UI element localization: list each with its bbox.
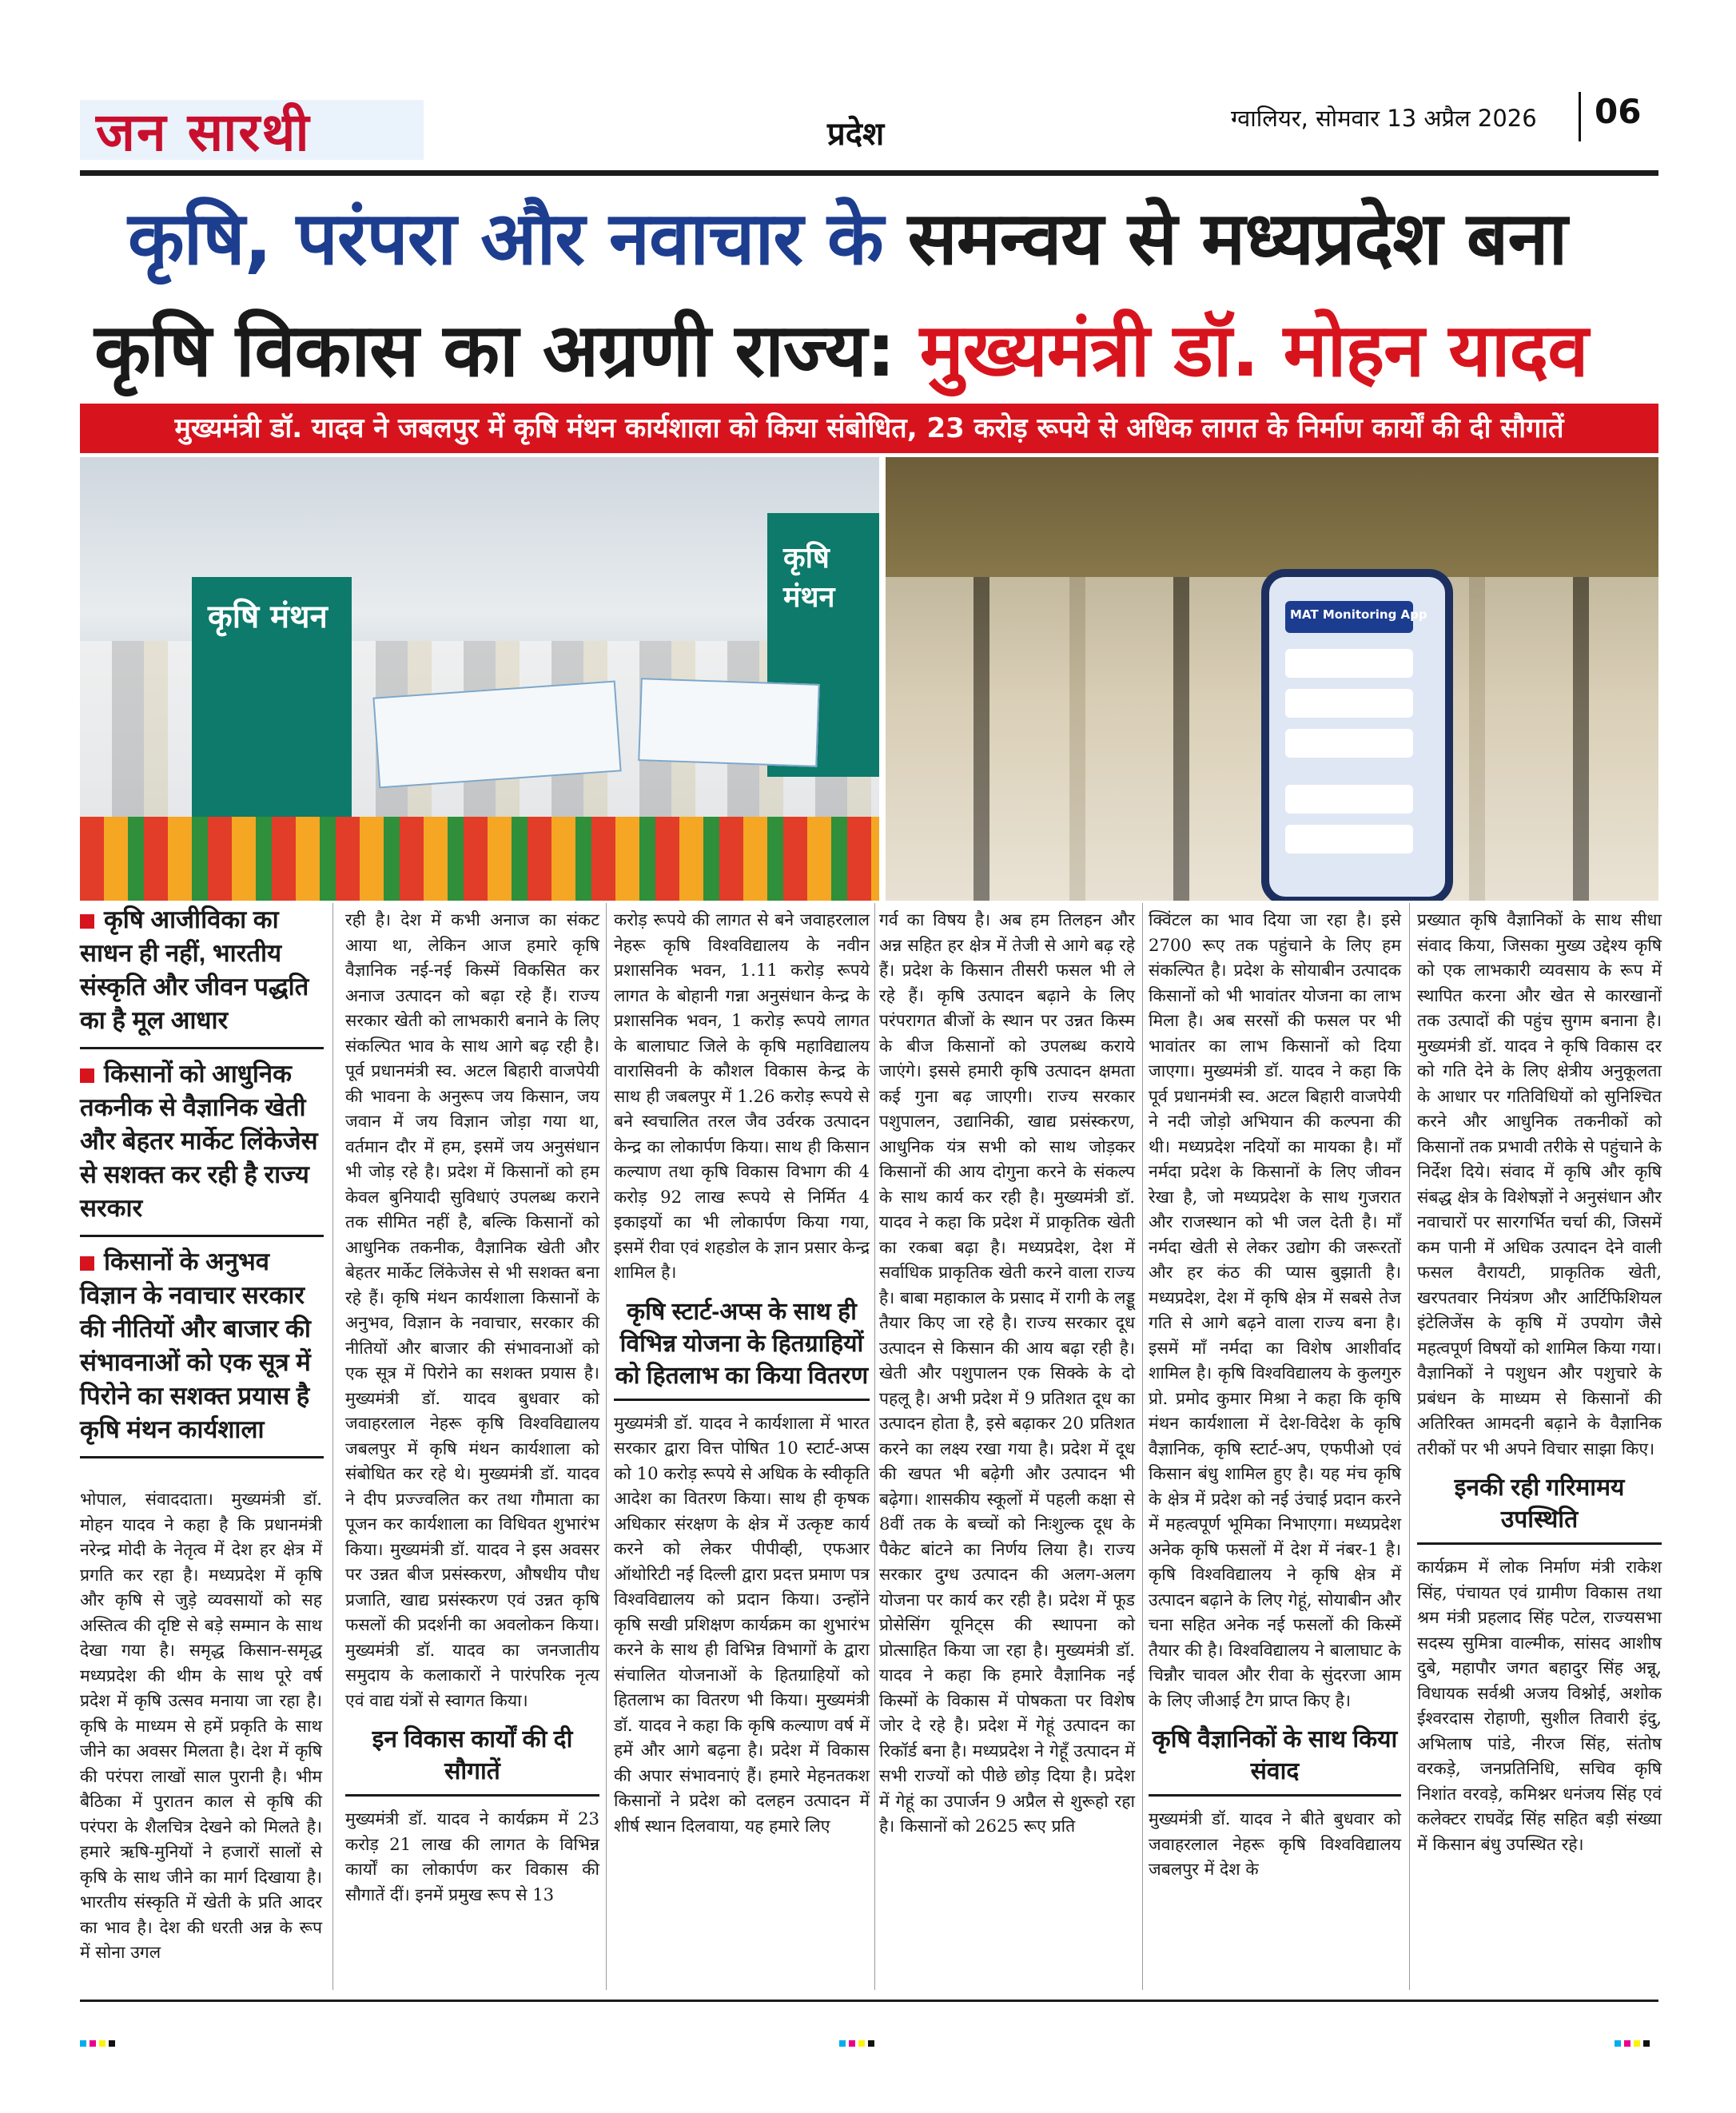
event-photo-left — [80, 457, 879, 901]
ceremonial-cheque — [372, 681, 621, 789]
app-row — [1285, 825, 1413, 854]
article-text: मुख्यमंत्री डॉ. यादव ने कार्यशाला में भारत सरकार द्वारा वित्त पोषित 10 स्टार्ट-अप्स को 10 करोड़ रूपये से अधिक के स्वीकृति आदेश का वितरण किया। साथ ही कृषक अधिकार संरक्षण के क्षेत्र में उत्कृष्ट कार्य करने को लेकर पीपीव्ही, एफआर ऑथोरिटी नई दिल्ली द्वारा प्रदत्त प्रमाण पत्र विश्वविद्यालय को प्रदान किया। उन्होंने कृषि सखी प्रशिक्षण कार्यक्रम का शुभारंभ करने के साथ ही विभिन्न विभागों के द्वारा संचालित योजनाओं के हितग्राहियों को हितलाभ का वितरण भी किया। मुख्यमंत्री डॉ. यादव ने कहा कि कृषि कल्याण वर्ष में हमें और आगे बढ़ना है। प्रदेश में विकास की अपार संभावनाएं हैं। हमारे मेहनतकश किसानों ने प्रदेश को दलहन उत्पादन में शीर्ष स्थान दिलवाया, यह हमारे लिए — [614, 1412, 870, 1836]
masthead-rule — [80, 170, 1658, 176]
newspaper-name: जन सारथी — [96, 101, 311, 163]
subheading: इनकी रही गरिमामय उपस्थिति — [1417, 1469, 1662, 1545]
registration-marks — [1615, 2035, 1653, 2041]
bullet-square-icon — [80, 914, 94, 929]
article-column-4 — [879, 907, 1135, 1839]
bullet-square-icon — [80, 1256, 94, 1271]
dateline: ग्वालियर, सोमवार 13 अप्रैल 2026 — [1231, 105, 1537, 132]
column-divider — [1142, 903, 1143, 1990]
subheading: कृषि स्टार्ट-अप्स के साथ ही विभिन्न योजना के हितग्राहियों को हितलाभ का किया वितरण — [614, 1293, 870, 1401]
column-divider — [1409, 903, 1410, 1990]
event-photo-right — [886, 457, 1658, 901]
app-launch-phone-display — [1261, 569, 1453, 901]
stage-banner-right-text: कृषि मंथन — [783, 542, 835, 614]
article-text: गर्व का विषय है। अब हम तिलहन और अन्न सहित हर क्षेत्र में तेजी से आगे बढ़ रहे हैं। प्रदेश के किसान तीसरी फसल भी ले रहे हैं। कृषि उत्पादन बढ़ाने के लिए परंपरागत बीजों के स्थान पर उन्नत किस्म के बीज किसानों को उपलब्ध कराये जाएंगे। इससे हमारी कृषि उत्पादन क्षमता कई गुना बढ़ जाएगी। राज्य सरकार पशुपालन, उद्यानिकी, खाद्य प्रसंस्करण, आधुनिक यंत्र सभी को साथ जोड़कर किसानों की आय दोगुना करने के संकल्प के साथ कार्य कर रही है। मुख्यमंत्री डॉ. यादव ने कहा कि प्रदेश में प्राकृतिक खेती का रकबा बढ़ा है। मध्यप्रदेश, देश में सर्वाधिक प्राकृतिक खेती करने वाला राज्य है। बाबा महाकाल के प्रसाद में रागी के लड्डू तैयार किए जा रहे है। राज्य सरकार दूध उत्पादन से किसान की आय बढ़ा रही है। खेती और पशुपालन एक सिक्के के दो पहलू है। अभी प्रदेश में 9 प्रतिशत दूध का उत्पादन होता है, इसे बढ़ाकर 20 प्रतिशत करने का लक्ष्य रखा गया है। प्रदेश में दूध की खपत भी बढ़ेगी और उत्पादन भी बढ़ेगा। शासकीय स्कूलों में पहली कक्षा से 8वीं तक के बच्चों को निःशुल्क दूध के पैकेट बांटने का निर्णय लिया है। राज्य सरकार दुग्ध उत्पादन की अलग-अलग योजना पर कार्य कर रही है। प्रदेश में फूड प्रोसेसिंग यूनिट्स की स्थापना को प्रोत्साहित किया जा रहा है। मुख्यमंत्री डॉ. यादव ने कहा कि हमारे वैज्ञानिक नई किस्मों के विकास में पोषकता पर विशेष जोर दे रहे है। प्रदेश में गेहूं उत्पादन का रिकॉर्ड बना है। मध्यप्रदेश ने गेहूँ उत्पादन में सभी राज्यों को पीछे छोड़ दिया है। प्रदेश में गेहूं का उपार्जन 9 अप्रैल से शुरूहो रहा है। किसानों को 2625 रूए प्रति — [879, 909, 1135, 1836]
headline-1-part-1: कृषि, परंपरा और नवाचार के — [128, 196, 883, 281]
highlight-item: किसानों के अनुभव विज्ञान के नवाचार सरकार की नीतियों और बाजार की संभावनाओं को एक सूत्र में पिरोने का सशक्त प्रयास है कृषि मंथन कार्यशाला — [80, 1245, 324, 1458]
headline-2-part-2: मुख्यमंत्री डॉ. मोहन यादव — [919, 308, 1588, 393]
app-row — [1285, 729, 1413, 758]
article-text: मुख्यमंत्री डॉ. यादव ने बीते बुधवार को जवाहरलाल नेहरू कृषि विश्वविद्यालय जबलपुर में देश के — [1149, 1809, 1401, 1879]
flower-decoration — [80, 817, 879, 901]
article-text: भोपाल, संवाददाता। मुख्यमंत्री डॉ. मोहन यादव ने कहा है कि प्रधानमंत्री नरेन्द्र मोदी के नेतृत्व में देश हर क्षेत्र में प्रगति कर रहा है। मध्यप्रदेश में कृषि और कृषि से जुड़े व्यवसायों को सह अस्तित्व की दृष्टि से बड़े सम्मान के साथ देखा गया है। समृद्ध किसान-समृद्ध मध्यप्रदेश की थीम के साथ पूरे वर्ष प्रदेश में कृषि उत्सव मनाया जा रहा है। कृषि के माध्यम से हमें प्रकृति के साथ जीने का अवसर मिलता है। देश में कृषि की परंपरा लाखों साल पुरानी है। भीम बैठिका में पुरातन काल से कृषि की परंपरा के शैलचित्र देखने को मिलते है। हमारे ऋषि-मुनियों ने हजारों सालों से कृषि के साथ जीने का मार्ग दिखाया है। भारतीय संस्कृति में खेती के प्रति आदर का भाव है। देश की धरती अन्न के रूप में सोना उगल — [80, 1489, 322, 1962]
column-divider — [606, 903, 607, 1990]
column-divider — [874, 903, 875, 1990]
app-row — [1285, 689, 1413, 718]
headline-1-part-2: समन्वय से मध्यप्रदेश बना — [907, 196, 1567, 281]
article-column-3 — [614, 907, 870, 1838]
registration-marks — [80, 2035, 118, 2041]
ceremonial-cheque-2 — [638, 678, 819, 767]
article-text: रही है। देश में कभी अनाज का संकट आया था, लेकिन आज हमारे कृषि वैज्ञानिक नई-नई किस्में विकसित कर अनाज उत्पादन को बढ़ा रहे हैं। राज्य सरकार खेती को लाभकारी बनाने के लिए संकल्पित भाव के साथ आगे बढ़ रही है। पूर्व प्रधानमंत्री स्व. अटल बिहारी वाजपेयी की भावना के अनुरूप जय किसान, जय जवान में जय विज्ञान जोड़ा गया था, वर्तमान दौर में हम, इसमें जय अनुसंधान भी जोड़ रहे है। प्रदेश में किसानों को हम केवल बुनियादी सुविधाएं उपलब्ध कराने तक सीमित नहीं है, बल्कि किसानों को आधुनिक तकनीक, वैज्ञानिक खेती और बेहतर मार्केट लिंकेजेस से भी सशक्त बना रहे हैं। कृषि मंथन कार्यशाला किसानों के अनुभव, विज्ञान के नवाचार, सरकार की नीतियों और बाजार की संभावनाओं को एक सूत्र में पिरोने का सशक्त प्रयास है। मुख्यमंत्री डॉ. यादव बुधवार को जवाहरलाल नेहरू कृषि विश्वविद्यालय जबलपुर में कृषि मंथन कार्यशाला को संबोधित कर रहे थे। मुख्यमंत्री डॉ. यादव ने दीप प्रज्ज्वलित कर तथा गौमाता का पूजन कर कार्यशाला का विधिवत शुभारंभ किया। मुख्यमंत्री डॉ. यादव ने इस अवसर पर उन्नत बीज प्रसंस्करण, औषधीय पौध प्रजाति, खाद्य प्रसंस्करण एवं उन्नत कृषि फसलों की प्रदर्शनी का अवलोकन किया। मुख्यमंत्री डॉ. यादव का जनजातीय समुदाय के कलाकारों ने पारंपरिक नृत्य एवं वाद्य यंत्रों से स्वागत किया। — [345, 909, 599, 1710]
article-column-5 — [1149, 907, 1401, 1882]
article-column-1 — [80, 1486, 322, 1965]
highlights-box — [80, 903, 324, 1466]
article-text: करोड़ रूपये की लागत से बने जवाहरलाल नेहरू कृषि विश्वविद्यालय के नवीन प्रशासनिक भवन, 1.11 करोड़ रूपये लागत के बोहानी गन्ना अनुसंधान केन्द्र के प्रशासनिक भवन, 1 करोड़ रूपये लागत के बालाघाट जिले के कृषि महाविद्यालय वारासिवनी के कौशल विकास केन्द्र के साथ ही जबलपुर में 1.26 करोड़ रूपये से बने स्वचालित तरल जैव उर्वरक उत्पादन केन्द्र का लोकार्पण किया। साथ ही किसान कल्याण तथा कृषि विकास विभाग की 4 करोड़ 92 लाख रूपये से निर्मित 4 इकाइयों का भी लोकार्पण किया गया, इसमें रीवा एवं शहडोल के ज्ञान प्रसार केन्द्र शामिल है। — [614, 909, 870, 1282]
section-name: प्रदेश — [827, 116, 885, 153]
article-text: कार्यक्रम में लोक निर्माण मंत्री राकेश सिंह, पंचायत एवं ग्रामीण विकास तथा श्रम मंत्री प्रहलाद सिंह पटेल, राज्यसभा सदस्य सुमित्रा वाल्मीक, सांसद आशीष दुबे, महापौर जगत बहादुर सिंह अन्नू, विधायक सर्वश्री अजय विश्नोई, अशोक ईश्वरदास रोहाणी, सुशील तिवारी इंदु, अभिलाष पांडे, नीरज सिंह, संतोष वरकड़े, जनप्रतिनिधि, सचिव कृषि निशांत वरवड़े, कमिश्नर धनंजय सिंह एवं कलेक्टर राघवेंद्र सिंह सहित बड़ी संख्या में किसान बंधु उपस्थित रहे। — [1417, 1557, 1662, 1854]
article-column-2 — [345, 907, 599, 1907]
bullet-square-icon — [80, 1068, 94, 1083]
footer-rule — [80, 2000, 1658, 2002]
app-row — [1285, 649, 1413, 678]
highlight-item: किसानों को आधुनिक तकनीक से वैज्ञानिक खेती और बेहतर मार्केट लिंकेजेस से सशक्त कर रही है राज्य सरकार — [80, 1057, 324, 1237]
headline-line-1 — [128, 185, 1567, 285]
registration-marks — [839, 2035, 878, 2041]
subheading: कृषि वैज्ञानिकों के साथ किया संवाद — [1149, 1721, 1401, 1797]
article-column-6 — [1417, 907, 1662, 1856]
subheading: इन विकास कार्यों की दी सौगातें — [345, 1721, 599, 1797]
subheadline: मुख्यमंत्री डॉ. यादव ने जबलपुर में कृषि मंथन कार्यशाला को किया संबोधित, 23 करोड़ रूपये से अधिक लागत के निर्माण कार्यों की दी सौगातें — [174, 412, 1564, 444]
headline-line-2 — [94, 297, 1588, 397]
article-text: क्विंटल का भाव दिया जा रहा है। इसे 2700 रूए तक पहुंचाने के लिए हम संकल्पित है। प्रदेश के सोयाबीन उत्पादक किसानों को भी भावांतर योजना का लाभ मिला है। अब सरसों की फसल पर भी भावांतर का लाभ किसानों को दिया जाएगा। मुख्यमंत्री डॉ. यादव ने कहा कि पूर्व प्रधानमंत्री स्व. अटल बिहारी वाजपेयी ने नदी जोड़ो अभियान की कल्पना की थी। मध्यप्रदेश नदियों का मायका है। माँ नर्मदा प्रदेश के किसानों के लिए जीवन रेखा है, जो मध्यप्रदेश के साथ गुजरात और राजस्थान को भी जल देती है। माँ नर्मदा खेती से लेकर उद्योग की जरूरतों और हर कंठ की प्यास बुझाती है। मध्यप्रदेश, देश में कृषि क्षेत्र में सबसे तेज गति से आगे बढ़ने वाला राज्य बना है। इसमें माँ नर्मदा का विशेष आशीर्वाद शामिल है। कृषि विश्वविद्यालय के कुलगुरु प्रो. प्रमोद कुमार मिश्रा ने कहा कि कृषि मंथन कार्यशाला में देश-विदेश के कृषि वैज्ञानिक, कृषि स्टार्ट-अप, एफपीओ एवं किसान बंधु शामिल हुए है। यह मंच कृषि के क्षेत्र में प्रदेश को नई उंचाई प्रदान करने में महत्वपूर्ण भूमिका निभाएगा। मध्यप्रदेश अनेक कृषि फसलों में देश में नंबर-1 है। कृषि विश्वविद्यालय ने कृषि क्षेत्र में उत्पादन बढ़ाने के लिए गेहूं, सोयाबीन और चना सहित अनेक नई फसलों की किस्में तैयार की है। विश्वविद्यालय ने बालाघाट के चिन्नौर चावल और रीवा के सुंदरजा आम के लिए जीआई टैग प्राप्त किए है। — [1149, 909, 1401, 1710]
app-row — [1285, 785, 1413, 814]
headline-2-part-1: कृषि विकास का अग्रणी राज्य: — [94, 308, 895, 393]
page-number: 06 — [1595, 92, 1642, 131]
highlight-item: कृषि आजीविका का साधन ही नहीं, भारतीय संस्कृति और जीवन पद्धति का है मूल आधार — [80, 903, 324, 1049]
article-text: मुख्यमंत्री डॉ. यादव ने कार्यक्रम में 23 करोड़ 21 लाख की लागत के विभिन्न कार्यों का लोकार्पण कर विकास की सौगातें दीं। इनमें प्रमुख रूप से 13 — [345, 1809, 599, 1904]
app-title: MAT Monitoring App — [1290, 607, 1427, 622]
masthead-divider — [1579, 92, 1581, 141]
article-text: प्रख्यात कृषि वैज्ञानिकों के साथ सीधा संवाद किया, जिसका मुख्य उद्देश्य कृषि को एक लाभकारी व्यवसाय के रूप में स्थापित करना और खेत से कारखानों तक उत्पादों की पहुंच सुगम बनाना है। मुख्यमंत्री डॉ. यादव ने कृषि विकास दर को गति देने के लिए क्षेत्रीय अनुकूलता के आधार पर गतिविधियों को सुनिश्चित करने और आधुनिक तकनीकों को किसानों तक प्रभावी तरीके से पहुंचाने के निर्देश दिये। संवाद में कृषि और कृषि संबद्ध क्षेत्र के विशेषज्ञों ने अनुसंधान और नवाचारों पर सारगर्भित चर्चा की, जिसमें कम पानी में अधिक उत्पादन देने वाली फसल वैरायटी, प्राकृतिक खेती, खरपतवार नियंत्रण और आर्टिफिशियल इंटेलिजेंस के कृषि में उपयोग जैसे महत्वपूर्ण विषयों को शामिल किया गया। वैज्ञानिकों ने पशुधन और पशुचारे के प्रबंधन के माध्यम से किसानों की अतिरिक्त आमदनी बढ़ाने के वैज्ञानिक तरीकों पर भी अपने विचार साझा किए। — [1417, 909, 1662, 1458]
column-divider — [332, 903, 333, 1990]
stage-banner-text: कृषि मंथन — [208, 599, 328, 635]
